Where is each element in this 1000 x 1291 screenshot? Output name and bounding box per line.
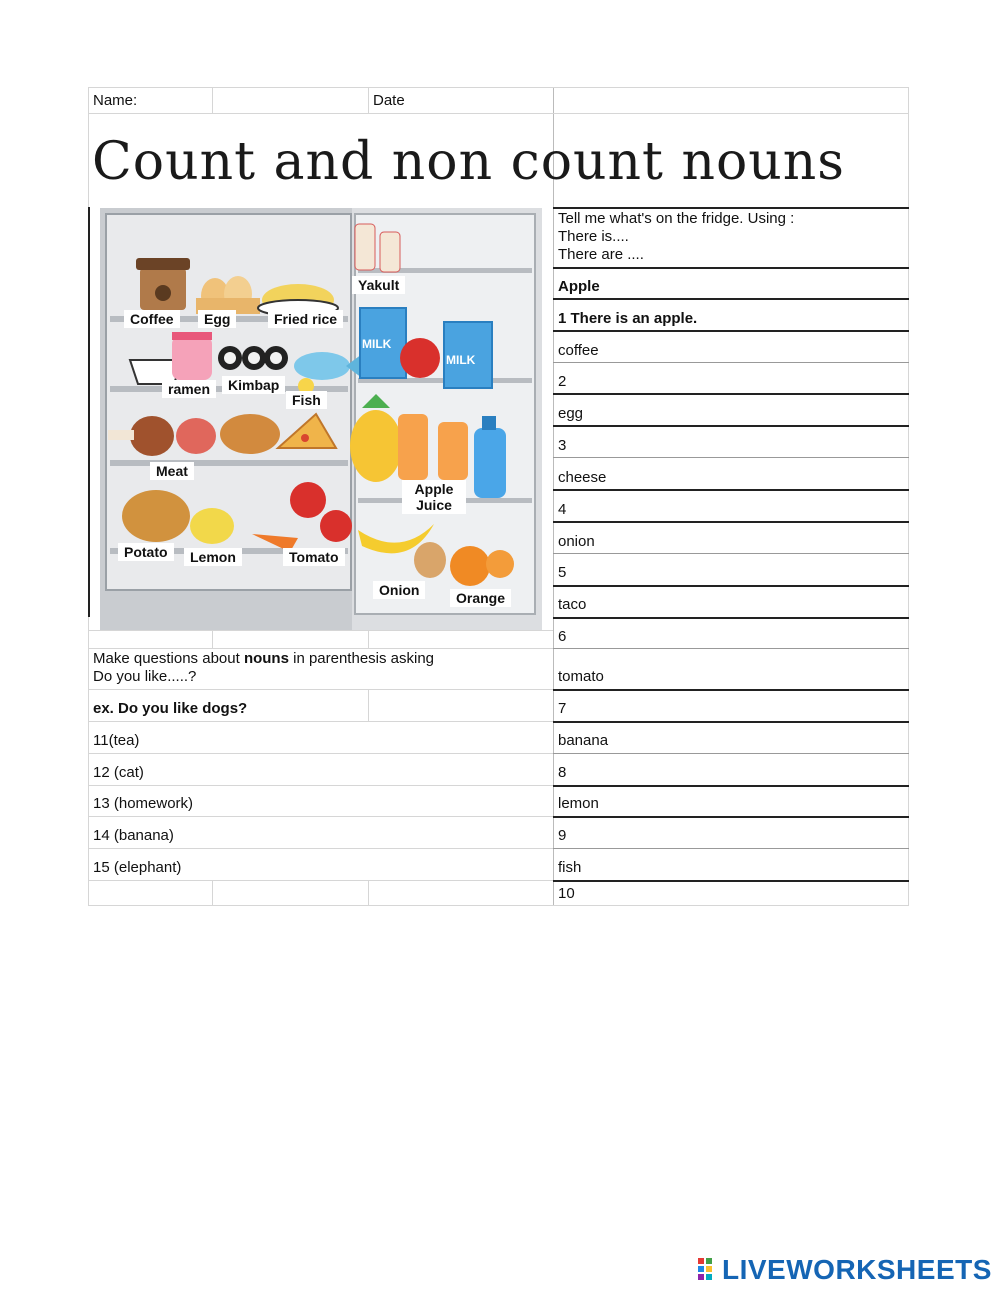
fridge-label-orange: Orange: [450, 589, 511, 607]
fridge-label-onion: Onion: [373, 581, 425, 599]
worksheet-title: Count and non count nouns: [92, 132, 845, 192]
right-instruction-line3: There are ....: [558, 246, 644, 263]
fridge-label-yakult: Yakult: [352, 276, 405, 294]
right-instruction-line1: Tell me what's on the fridge. Using :: [558, 210, 795, 227]
right-row-10: taco: [558, 596, 587, 613]
fridge-label-lemon: Lemon: [184, 548, 242, 566]
fridge-label-fried-rice: Fried rice: [268, 310, 343, 328]
right-row-4: egg: [558, 405, 584, 422]
fridge-label-ramen: ramen: [162, 380, 216, 398]
right-row-9[interactable]: 5: [558, 564, 567, 581]
right-row-13[interactable]: 7: [558, 700, 567, 717]
date-field[interactable]: [556, 89, 906, 112]
right-row-11[interactable]: 6: [558, 628, 567, 645]
left-instruction-line2: Do you like.....?: [93, 668, 197, 685]
fridge-label-egg: Egg: [198, 310, 236, 328]
right-row-15[interactable]: 8: [558, 764, 567, 781]
right-row-0: Apple: [558, 278, 600, 295]
fridge-label-meat: Meat: [150, 462, 194, 480]
milk-carton-1-text: MILK: [362, 337, 392, 351]
question-11[interactable]: 11(tea): [93, 732, 140, 749]
right-row-8: onion: [558, 533, 595, 550]
liveworksheets-logo-icon: [698, 1258, 720, 1282]
right-row-19[interactable]: 10: [558, 885, 575, 902]
question-14[interactable]: 14 (banana): [93, 827, 174, 844]
question-12[interactable]: 12 (cat): [93, 764, 144, 781]
right-row-1: 1 There is an apple.: [558, 310, 698, 327]
fridge-illustration: [100, 208, 542, 630]
milk-carton-2-text: MILK: [446, 353, 476, 367]
fridge-label-coffee: Coffee: [124, 310, 180, 328]
right-row-12: tomato: [558, 668, 604, 685]
name-field[interactable]: [214, 89, 366, 112]
date-label: Date: [373, 92, 405, 109]
right-row-7[interactable]: 4: [558, 501, 567, 518]
fridge-label-kimbap: Kimbap: [222, 376, 285, 394]
question-13[interactable]: 13 (homework): [93, 795, 194, 812]
name-label: Name:: [93, 92, 138, 109]
fridge-label-apple-juice: Apple Juice: [402, 480, 466, 514]
nouns-emphasis: nouns: [243, 650, 289, 667]
example-question: ex. Do you like dogs?: [93, 700, 248, 717]
fridge-label-potato: Potato: [118, 543, 174, 561]
question-15[interactable]: 15 (elephant): [93, 859, 182, 876]
liveworksheets-brand: LIVEWORKSHEETS: [722, 1254, 992, 1285]
right-row-5[interactable]: 3: [558, 437, 567, 454]
right-row-16: lemon: [558, 795, 599, 812]
fridge-label-tomato: Tomato: [283, 548, 345, 566]
right-row-18: fish: [558, 859, 582, 876]
right-row-3[interactable]: 2: [558, 373, 567, 390]
right-row-2: coffee: [558, 342, 599, 359]
right-row-17[interactable]: 9: [558, 827, 567, 844]
right-instruction-line2: There is....: [558, 228, 629, 245]
right-row-6: cheese: [558, 469, 607, 486]
fridge-label-fish: Fish: [286, 391, 327, 409]
left-instruction-line1: Make questions about nouns in parenthesis asking: [93, 650, 435, 667]
right-row-14: banana: [558, 732, 609, 749]
